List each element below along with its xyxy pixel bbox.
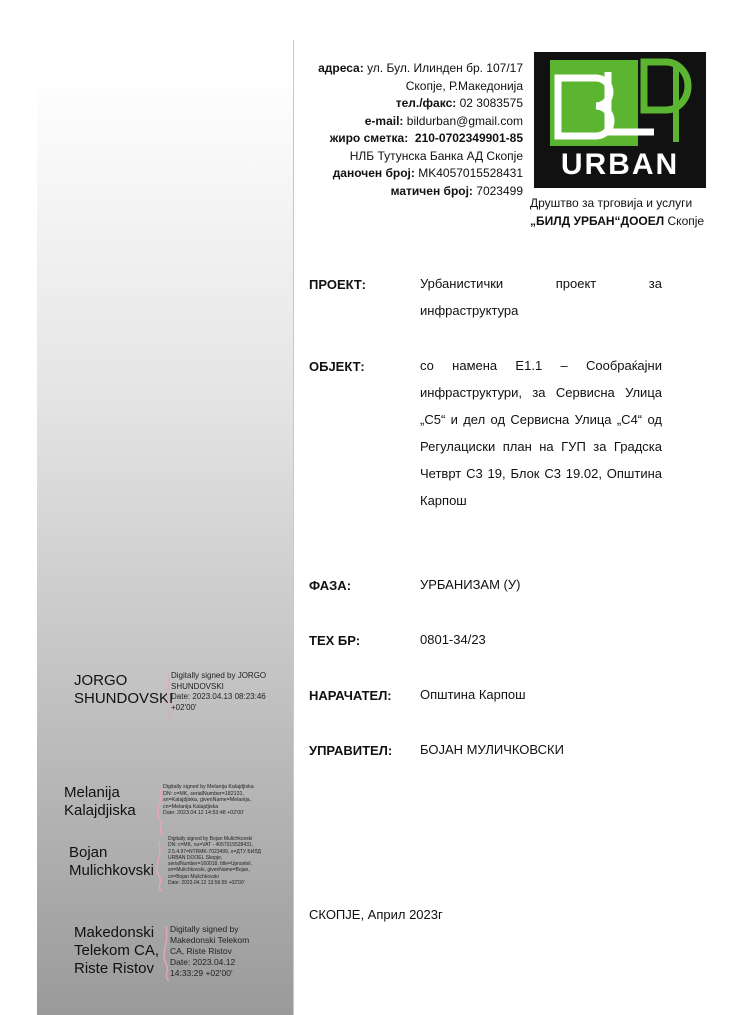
bank-line: НЛБ Тутунска Банка АД Скопје	[349, 148, 523, 163]
signer-name: Bojan Mulichkovski	[69, 844, 155, 879]
company-block	[530, 194, 704, 230]
signature-details: Digitally signed by JORGO SHUNDOVSKI Date: 2023.04.13 08:23:46 +02'00'	[171, 671, 267, 712]
phase-label: ФАЗА:	[309, 578, 352, 593]
manager-label: УПРАВИТЕЛ:	[309, 743, 393, 758]
object-label: ОБЈЕКТ:	[309, 359, 365, 374]
manager-value: БОЈАН МУЛИЧКОВСКИ	[420, 742, 564, 757]
divider-line	[293, 40, 294, 1015]
tech-label: ТЕХ БР:	[309, 633, 361, 648]
signature-melanija	[64, 784, 284, 836]
reg-line: матичен број: 7023499	[390, 183, 523, 198]
company-type: Друштво за трговија и услуги	[530, 196, 693, 210]
object-value: со намена Е1.1 – Сообраќајни инфраструктури, за Сервисна Улица „С5“ и дел од Сервисна Улица „С4“ од Регулациски план на ГУП за Градска Четврт С3 19, Блок С3 19.02, Општина Карпош	[420, 358, 662, 508]
address-line: адреса: ул. Бул. Илинден бр. 107/17	[318, 61, 523, 75]
logo-wordmark: URBAN	[560, 148, 680, 181]
phase-value: УРБАНИЗАМ (У)	[420, 577, 521, 592]
project-label: ПРОЕКТ:	[309, 277, 366, 292]
signature-stroke-icon	[151, 840, 167, 892]
signer-name: Makedonski Telekom CA, Riste Ristov	[74, 924, 160, 977]
signer-name: JORGO SHUNDOVSKI	[74, 672, 174, 707]
city-line: Скопје, Р.Македонија	[405, 78, 523, 93]
tax-line: даночен број: MK4057015528431	[332, 166, 523, 180]
signature-telekom	[74, 924, 284, 982]
tech-value: 0801-34/23	[420, 632, 486, 647]
signer-name: Melanija Kalajdjiska	[64, 784, 136, 819]
company-name-line: „БИЛД УРБАН“ДООЕЛ Скопје	[530, 214, 705, 228]
signature-details: Digitally signed by Melanija Kalajdjiska DN: c=MK, serialNumber=182131, sn=Kalajdjiska, givenName=Melanija, cn=Melanija Kalajdjiska Date: 2023.04.12 14:53:48 +02'00'	[163, 784, 254, 817]
signature-details: Digitally signed by Bojan Mulichkovski DN: c=MK, ou=VAT - 4057015528431, 2.5.4.97=NTRMK-7023499, o=ДТУ БИЛД URBAN DOOEL Skopje, serialNumber=160018, title=Upravitel, sn=Mulichkovski, givenName=Bojan, cn=Bojan Mulichkovski Date: 2023.04.12 13:56:55 +02'00'	[168, 836, 261, 887]
project-value: Урбанистички проект за инфраструктура	[420, 276, 662, 318]
signature-jorgo	[74, 672, 284, 722]
contact-block	[318, 60, 523, 200]
signature-bojan	[69, 836, 284, 892]
bild-urban-logo	[534, 52, 706, 188]
account-line: жиро сметка: 210-0702349901-85	[329, 131, 523, 145]
phone-line: тел./факс: 02 3083575	[395, 96, 523, 110]
signature-details: Digitally signed by Makedonski Telekom CA, Riste Ristov Date: 2023.04.12 14:33:29 +02'00'	[170, 924, 250, 978]
client-value: Општина Карпош	[420, 687, 526, 702]
bild-letters-graphic	[534, 52, 706, 152]
email-line: e-mail: bildurban@gmail.com	[364, 113, 523, 128]
city-date: СКОПЈЕ, Април 2023г	[309, 907, 443, 922]
client-label: НАРАЧАТЕЛ:	[309, 688, 392, 703]
